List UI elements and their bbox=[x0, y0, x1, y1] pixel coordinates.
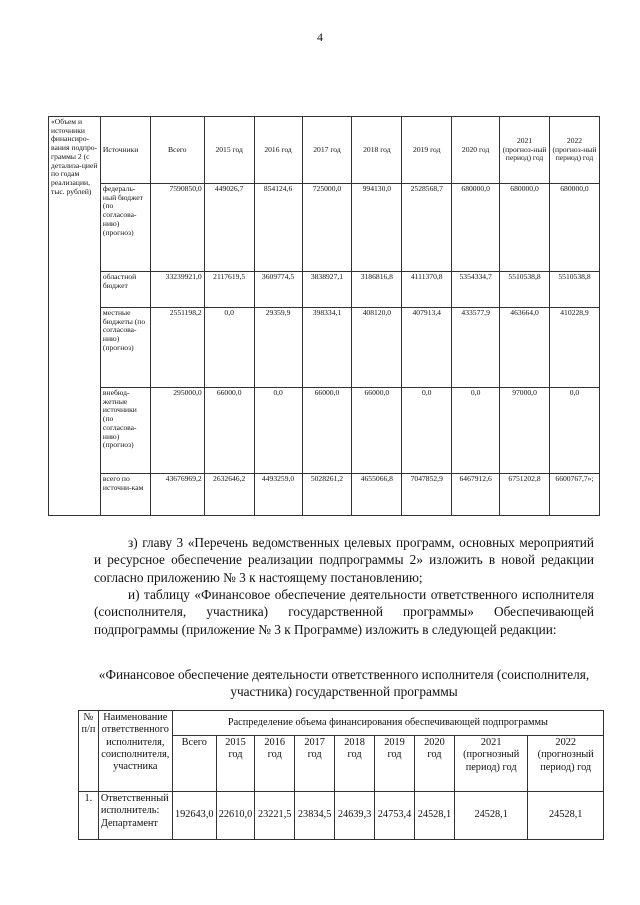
cell: 449026,7 bbox=[204, 184, 254, 272]
cell: 994130,0 bbox=[352, 184, 402, 272]
header-2016: 2016 год bbox=[254, 117, 302, 184]
table-row bbox=[49, 272, 600, 308]
cell: 433577,9 bbox=[452, 308, 500, 388]
cell: 5510538,8 bbox=[500, 272, 550, 308]
table-header-row bbox=[79, 711, 604, 736]
subprogram-funding-description: «Объем и источники финансиро-вания подпро-граммы 2 (с детализа-цией по годам реализации, тыс. рублей) bbox=[49, 117, 101, 516]
cell: 0,0 bbox=[204, 308, 254, 388]
cell: 29359,9 bbox=[254, 308, 302, 388]
source-label: внебюд-жетные источники (по согласова-нию) (прогноз) bbox=[100, 388, 150, 474]
cell: 3186816,8 bbox=[352, 272, 402, 308]
header-2020: 2020 год bbox=[452, 117, 500, 184]
table-row bbox=[49, 388, 600, 474]
header-2018: 2018 год bbox=[352, 117, 402, 184]
header-2021: 2021 (прогноз-ный период) год bbox=[500, 117, 550, 184]
cell: 33239921,0 bbox=[150, 272, 204, 308]
cell: 5354334,7 bbox=[452, 272, 500, 308]
cell: 0,0 bbox=[254, 388, 302, 474]
cell: 854124,6 bbox=[254, 184, 302, 272]
table-row-total bbox=[49, 474, 600, 516]
cell: 24753,4 bbox=[375, 792, 415, 840]
cell: 0,0 bbox=[549, 388, 599, 474]
cell: 2632646,2 bbox=[204, 474, 254, 516]
cell: 7047852,9 bbox=[402, 474, 452, 516]
header-name: Наименование ответственного исполнителя, соисполнителя, участника bbox=[98, 711, 172, 792]
header-2016: 2016 год bbox=[255, 736, 295, 792]
cell: 680000,0 bbox=[549, 184, 599, 272]
cell: 680000,0 bbox=[452, 184, 500, 272]
cell: 295000,0 bbox=[150, 388, 204, 474]
header-2019: 2019 год bbox=[402, 117, 452, 184]
header-2022: 2022 (прогнозный период) год bbox=[528, 736, 604, 792]
header-2015: 2015 год bbox=[204, 117, 254, 184]
table-row bbox=[79, 792, 604, 840]
cell: 192643,0 bbox=[172, 792, 216, 840]
paragraph-chapter-3: з) главу 3 «Перечень ведомственных целевых программ, основных мероприятий и ресурсное обеспечение реализации подпрограммы 2» изложить в новой редакции согласно приложению № 3 к настоящему постановлению; bbox=[94, 535, 594, 585]
header-2019: 2019 год bbox=[375, 736, 415, 792]
cell: 6467912,6 bbox=[452, 474, 500, 516]
header-num: № п/п bbox=[79, 711, 99, 792]
cell: 22610,0 bbox=[216, 792, 254, 840]
cell: 725000,0 bbox=[302, 184, 352, 272]
header-2022: 2022 (прогноз-ный период) год bbox=[549, 117, 599, 184]
cell: 4111370,8 bbox=[402, 272, 452, 308]
cell: 4655066,8 bbox=[352, 474, 402, 516]
cell: 24528,1 bbox=[414, 792, 454, 840]
header-2017: 2017 год bbox=[302, 117, 352, 184]
cell: 23834,5 bbox=[295, 792, 335, 840]
cell: 97000,0 bbox=[500, 388, 550, 474]
cell: 680000,0 bbox=[500, 184, 550, 272]
header-distribution: Распределение объема финансирования обеспечивающей подпрограммы bbox=[172, 711, 603, 736]
cell: 43676969,2 bbox=[150, 474, 204, 516]
cell: 24528,1 bbox=[454, 792, 528, 840]
cell: 24639,3 bbox=[335, 792, 375, 840]
cell: 3838927,1 bbox=[302, 272, 352, 308]
cell: 6751202,8 bbox=[500, 474, 550, 516]
cell: 5510538,8 bbox=[549, 272, 599, 308]
cell: 2551198,2 bbox=[150, 308, 204, 388]
header-2020: 2020 год bbox=[414, 736, 454, 792]
cell: 407913,4 bbox=[402, 308, 452, 388]
cell: 463664,0 bbox=[500, 308, 550, 388]
section-heading: «Финансовое обеспечение деятельности ответственного исполнителя (соисполнителя, участника) государственной программы bbox=[98, 667, 590, 700]
cell: 66000,0 bbox=[352, 388, 402, 474]
cell: 66000,0 bbox=[302, 388, 352, 474]
source-label: местные бюджеты (по согласова-нию) (прогноз) bbox=[100, 308, 150, 388]
cell: 2117619,5 bbox=[204, 272, 254, 308]
page-number: 4 bbox=[317, 30, 323, 44]
cell: 4493259,0 bbox=[254, 474, 302, 516]
cell: 3609774,5 bbox=[254, 272, 302, 308]
header-2018: 2018 год bbox=[335, 736, 375, 792]
cell: 6600767,7»; bbox=[549, 474, 599, 516]
cell: 7590850,0 bbox=[150, 184, 204, 272]
cell: 23221,5 bbox=[255, 792, 295, 840]
header-total: Всего bbox=[172, 736, 216, 792]
header-total: Всего bbox=[150, 117, 204, 184]
responsible-executor-funding-table bbox=[78, 710, 604, 840]
source-label: всего по источни-кам bbox=[100, 474, 150, 516]
header-2017: 2017 год bbox=[295, 736, 335, 792]
cell: 5028261,2 bbox=[302, 474, 352, 516]
cell: 0,0 bbox=[452, 388, 500, 474]
cell: 24528,1 bbox=[528, 792, 604, 840]
source-label: федераль-ный бюджет (по согласова-нию) (прогноз) bbox=[100, 184, 150, 272]
table-row bbox=[49, 308, 600, 388]
header-2021: 2021 (прогнозный период) год bbox=[454, 736, 528, 792]
cell: 408120,0 bbox=[352, 308, 402, 388]
cell: 398334,1 bbox=[302, 308, 352, 388]
table-row bbox=[49, 184, 600, 272]
source-label: областной бюджет bbox=[100, 272, 150, 308]
cell: 2528568,7 bbox=[402, 184, 452, 272]
cell: 410228,9 bbox=[549, 308, 599, 388]
header-sources: Источники bbox=[100, 117, 150, 184]
row-name: Ответственный исполнитель: Департамент bbox=[98, 792, 172, 840]
paragraph-table-replace: и) таблицу «Финансовое обеспечение деятельности ответственного исполнителя (соисполнителя, участника) государственной программы» Обеспечивающей подпрограммы (приложение № 3 к Программе) изложить в следующей редакции: bbox=[94, 587, 594, 637]
header-2015: 2015 год bbox=[216, 736, 254, 792]
funding-sources-table bbox=[48, 116, 600, 516]
table-header-row bbox=[49, 117, 600, 184]
cell: 66000,0 bbox=[204, 388, 254, 474]
row-num: 1. bbox=[79, 792, 99, 840]
cell: 0,0 bbox=[402, 388, 452, 474]
